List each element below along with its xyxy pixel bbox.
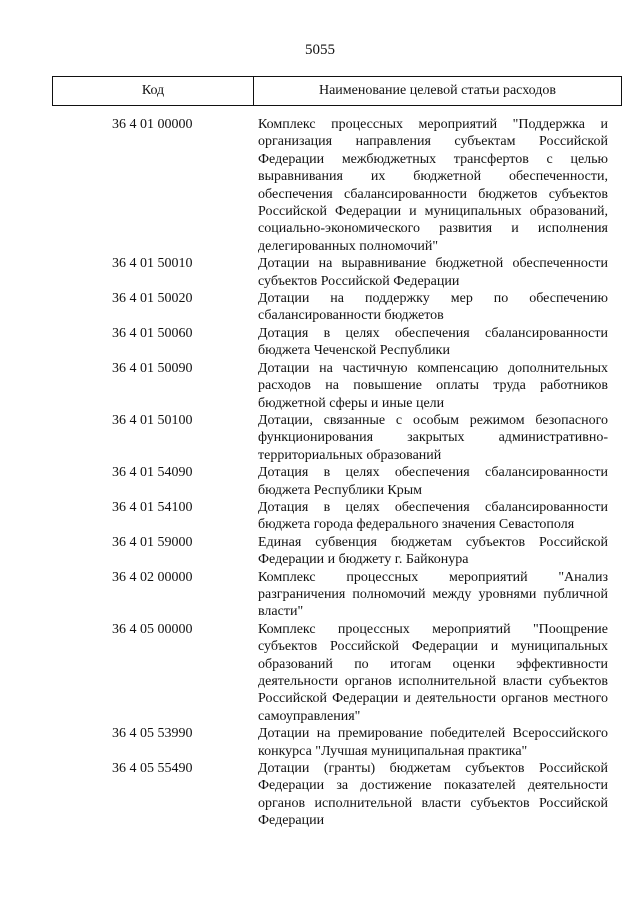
page-number: 5055: [305, 42, 335, 58]
table-row: [0, 760, 640, 830]
table-row: [0, 621, 640, 725]
row-code: 36 4 01 59000: [112, 534, 193, 550]
row-name: Дотации на выравнивание бюджетной обеспеченности субъектов Российской Федерации: [258, 256, 608, 289]
table-row: [0, 569, 640, 621]
table-row: [0, 412, 640, 464]
table-row: [0, 725, 640, 760]
table-row: [0, 534, 640, 569]
row-name: Дотация в целях обеспечения сбалансированности бюджета города федерального значения Севастополя: [258, 499, 608, 533]
table-row: [0, 290, 640, 325]
table-row: [0, 116, 640, 255]
row-code: 36 4 05 53990: [112, 726, 193, 742]
table-row: [0, 325, 640, 360]
row-code: 36 4 05 55490: [112, 761, 193, 777]
row-code: 36 4 01 50060: [112, 325, 193, 341]
row-code: 36 4 01 00000: [112, 117, 193, 132]
row-code: 36 4 05 00000: [112, 621, 193, 637]
table-header: [52, 76, 622, 106]
column-header-code: Код: [53, 77, 254, 105]
row-name: Комплекс процессных мероприятий "Поощрение субъектов Российской Федерации и муниципальных образований по итогам оценки эффективности деятельности органов исполнительной власти субъектов Российской Федерации и деятельности органов местного самоуправления": [258, 621, 608, 724]
table-row: [0, 255, 640, 290]
row-name: Дотации на поддержку мер по обеспечению сбалансированности бюджетов: [258, 291, 608, 324]
row-code: 36 4 01 54090: [112, 465, 193, 481]
row-name: Дотация в целях обеспечения сбалансированности бюджета Республики Крым: [258, 465, 608, 498]
column-header-name: Наименование целевой статьи расходов: [318, 83, 557, 98]
table-row: [0, 499, 640, 534]
row-name: Дотация в целях обеспечения сбалансированности бюджета Чеченской Республики: [258, 325, 608, 359]
row-name: Дотации, связанные с особым режимом безопасного функционирования закрытых административно-территориальных образований: [258, 412, 608, 463]
row-code: 36 4 01 50010: [112, 256, 193, 272]
row-name: Дотации на частичную компенсацию дополнительных расходов на повышение оплаты труда работников бюджетной сферы и иные цели: [258, 360, 608, 411]
row-code: 36 4 01 50100: [112, 412, 193, 428]
row-name: Дотации на премирование победителей Всероссийского конкурса "Лучшая муниципальная практика": [258, 726, 608, 759]
row-name: Комплекс процессных мероприятий "Поддержка и организация направления субъектам Российской Федерации межбюджетных трансфертов с целью выравнивания их бюджетной обеспеченности, обеспечения сбалансированности бюджетов субъектов Российской Федерации и муниципальных образований, социально-экономического развития и исполнения делегированных полномочий": [258, 117, 608, 254]
row-name: Дотации (гранты) бюджетам субъектов Российской Федерации за достижение показателей деятельности органов исполнительной власти субъектов Российской Федерации: [258, 761, 608, 829]
table-row: [0, 464, 640, 499]
row-code: 36 4 01 54100: [112, 499, 193, 515]
row-code: 36 4 01 50020: [112, 291, 193, 307]
row-code: 36 4 01 50090: [112, 360, 193, 376]
row-code: 36 4 02 00000: [112, 569, 193, 585]
row-name: Единая субвенция бюджетам субъектов Российской Федерации и бюджету г. Байконура: [258, 534, 608, 568]
table-body: [0, 116, 640, 830]
row-name: Комплекс процессных мероприятий "Анализ разграничения полномочий между уровнями публичной власти": [258, 569, 608, 620]
table-row: [0, 360, 640, 412]
